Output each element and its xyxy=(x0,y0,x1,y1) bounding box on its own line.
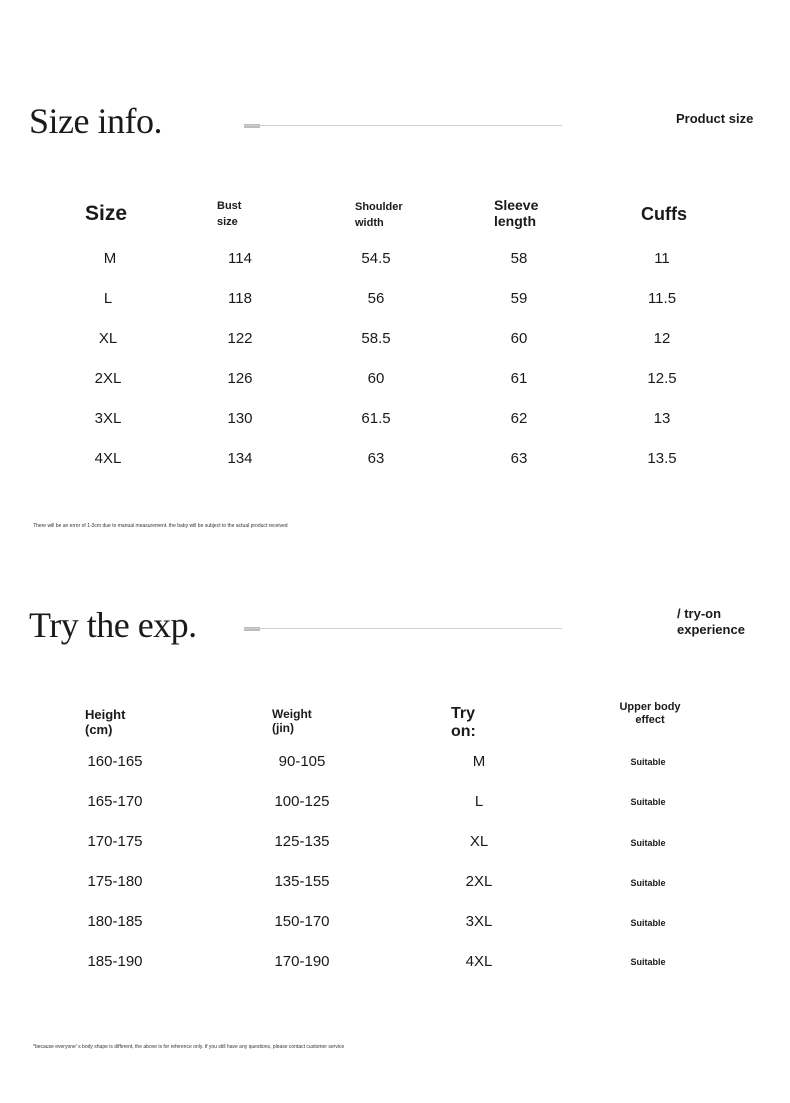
cell-bust: 118 xyxy=(228,290,252,307)
cell-size: L xyxy=(103,290,113,307)
cell-effect: Suitable xyxy=(630,878,666,888)
cell-weight: 100-125 xyxy=(274,793,330,810)
header-height: Height (cm) xyxy=(85,707,126,737)
header-sleeve-line1: Sleeve xyxy=(494,197,539,213)
cell-weight: 125-135 xyxy=(274,833,330,850)
cell-shoulder: 56 xyxy=(367,290,385,307)
header-shoulder-line1: Shoulder xyxy=(355,201,403,213)
title-divider xyxy=(244,125,562,126)
header-shoulder xyxy=(355,199,403,231)
cell-height: 160-165 xyxy=(87,753,143,770)
cell-weight: 90-105 xyxy=(278,753,326,770)
cell-size: 3XL xyxy=(94,410,122,427)
cell-bust: 130 xyxy=(227,410,253,427)
cell-shoulder: 54.5 xyxy=(361,250,391,267)
header-upper-line2: effect xyxy=(635,714,665,726)
title-divider xyxy=(244,628,562,629)
cell-effect: Suitable xyxy=(630,957,666,967)
cell-bust: 126 xyxy=(227,370,253,387)
cell-shoulder: 58.5 xyxy=(361,330,391,347)
measurement-note: There will be an error of 1-3cm due to manual measurement. the baby will be subject to the actual product received xyxy=(33,523,288,529)
header-sleeve-line2: length xyxy=(494,213,536,229)
try-on-label-line1: / try-on xyxy=(677,606,722,621)
try-on-label-line2: experience xyxy=(677,622,745,637)
cell-shoulder: 61.5 xyxy=(361,410,391,427)
cell-cuffs: 12.5 xyxy=(647,370,677,387)
header-bust-line1: Bust xyxy=(217,200,242,212)
cell-cuffs: 12 xyxy=(653,330,671,347)
product-size-label: Product size xyxy=(676,111,754,126)
cell-cuffs: 13 xyxy=(653,410,671,427)
header-upper-body xyxy=(610,701,690,727)
cell-weight: 170-190 xyxy=(274,953,330,970)
cell-size: XL xyxy=(98,330,118,347)
cell-size: M xyxy=(103,250,117,267)
cell-try-size: M xyxy=(472,753,486,770)
header-bust-line2: size xyxy=(217,216,238,228)
cell-shoulder: 60 xyxy=(367,370,385,387)
cell-effect: Suitable xyxy=(630,797,666,807)
cell-bust: 114 xyxy=(228,250,252,267)
try-section-title: Try the exp. xyxy=(29,605,197,645)
cell-sleeve: 63 xyxy=(510,450,528,467)
cell-effect: Suitable xyxy=(630,918,666,928)
cell-sleeve: 59 xyxy=(510,290,528,307)
cell-height: 170-175 xyxy=(87,833,143,850)
cell-height: 180-185 xyxy=(87,913,143,930)
header-weight: Weight (jin) xyxy=(272,707,312,735)
cell-try-size: 3XL xyxy=(465,913,493,930)
cell-height: 165-170 xyxy=(87,793,143,810)
cell-sleeve: 61 xyxy=(510,370,528,387)
try-on-experience-label xyxy=(677,606,745,638)
cell-size: 2XL xyxy=(94,370,122,387)
header-upper-line1: Upper body xyxy=(619,701,681,713)
header-size: Size xyxy=(85,202,128,225)
cell-sleeve: 58 xyxy=(510,250,528,267)
cell-shoulder: 63 xyxy=(367,450,385,467)
cell-size: 4XL xyxy=(94,450,122,467)
cell-bust: 122 xyxy=(227,330,253,347)
cell-sleeve: 60 xyxy=(510,330,528,347)
cell-try-size: 4XL xyxy=(465,953,493,970)
cell-bust: 134 xyxy=(227,450,253,467)
cell-height: 175-180 xyxy=(87,873,143,890)
cell-cuffs: 13.5 xyxy=(647,450,677,467)
cell-sleeve: 62 xyxy=(510,410,528,427)
cell-effect: Suitable xyxy=(630,838,666,848)
cell-try-size: 2XL xyxy=(465,873,493,890)
cell-cuffs: 11 xyxy=(654,250,670,267)
reference-note: *because everyone' s body shape is different, the above is for reference only. If you still have any questions, please contact customer service xyxy=(33,1044,345,1050)
header-bust xyxy=(217,198,241,230)
cell-weight: 150-170 xyxy=(274,913,330,930)
cell-try-size: XL xyxy=(469,833,489,850)
size-section-title: Size info. xyxy=(29,101,162,141)
header-shoulder-line2: width xyxy=(355,217,384,229)
header-cuffs: Cuffs xyxy=(641,204,687,224)
cell-effect: Suitable xyxy=(630,757,666,767)
cell-weight: 135-155 xyxy=(274,873,330,890)
cell-height: 185-190 xyxy=(87,953,143,970)
cell-cuffs: 11.5 xyxy=(647,290,677,307)
cell-try-size: L xyxy=(474,793,484,810)
header-try-on: Try on: xyxy=(451,705,476,740)
header-sleeve xyxy=(494,197,538,229)
